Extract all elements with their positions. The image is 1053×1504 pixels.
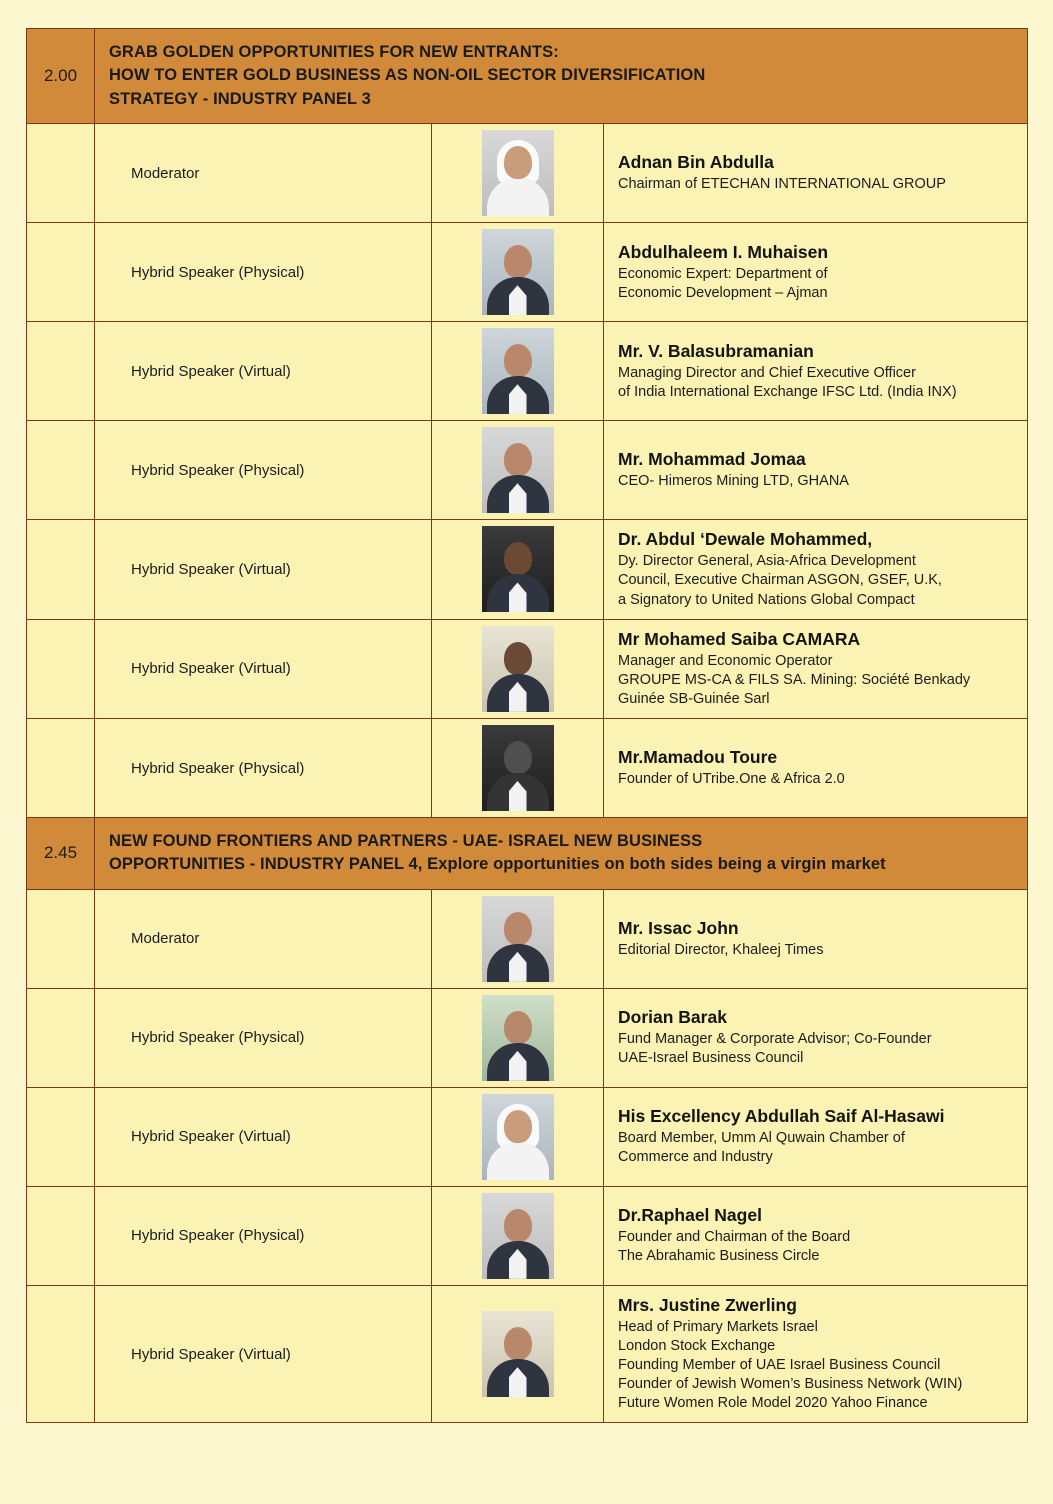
speaker-photo-cell: [432, 124, 604, 223]
speaker-info: [604, 719, 1028, 818]
speaker-name: Mr. V. Balasubramanian: [618, 340, 814, 361]
speaker-photo-cell: [432, 322, 604, 421]
speaker-title: [618, 1228, 1013, 1266]
speaker-role: Hybrid Speaker (Virtual): [95, 619, 432, 718]
speaker-name: Abdulhaleem I. Muhaisen: [618, 241, 829, 262]
speaker-info: [604, 1087, 1028, 1186]
time-cell-empty: [27, 520, 95, 619]
speaker-info: [604, 421, 1028, 520]
speaker-role: Hybrid Speaker (Physical): [95, 223, 432, 322]
speaker-title: [618, 364, 1013, 402]
speaker-photo-cell: [432, 619, 604, 718]
speaker-photo-cell: [432, 223, 604, 322]
time-cell-empty: [27, 124, 95, 223]
speaker-info: [604, 1285, 1028, 1423]
speaker-name: Mr.Mamadou Toure: [618, 746, 778, 767]
section-title-line: GRAB GOLDEN OPPORTUNITIES FOR NEW ENTRANTS:: [109, 43, 559, 61]
time-cell-empty: [27, 1087, 95, 1186]
speaker-title-line: a Signatory to United Nations Global Compact: [618, 591, 915, 608]
portrait-abdul-dewale-mohammed: [482, 526, 554, 612]
speaker-name: Mr Mohamed Saiba CAMARA: [618, 628, 861, 649]
speaker-title-line: Founding Member of UAE Israel Business Council: [618, 1357, 941, 1374]
speaker-title: [618, 552, 1013, 609]
portrait-justine-zwerling: [482, 1311, 554, 1397]
portrait-mamadou-toure: [482, 725, 554, 811]
speaker-role: Hybrid Speaker (Physical): [95, 421, 432, 520]
time-cell-empty: [27, 421, 95, 520]
speaker-photo-cell: [432, 1186, 604, 1285]
speaker-title-line: The Abrahamic Business Circle: [618, 1248, 820, 1265]
speaker-title-line: Dy. Director General, Asia-Africa Development: [618, 553, 916, 570]
table-row: [27, 421, 1028, 520]
speaker-role: Moderator: [95, 889, 432, 988]
speaker-title: [618, 265, 1013, 303]
speaker-name: Dorian Barak: [618, 1007, 727, 1028]
portrait-mohammad-jomaa: [482, 427, 554, 513]
speaker-role: Hybrid Speaker (Virtual): [95, 322, 432, 421]
speaker-title: [618, 175, 1013, 194]
speaker-info: [604, 322, 1028, 421]
time-cell-empty: [27, 1186, 95, 1285]
portrait-dorian-barak: [482, 995, 554, 1081]
speaker-title-line: Chairman of ETECHAN INTERNATIONAL GROUP: [618, 176, 946, 193]
agenda-table: [26, 28, 1028, 1423]
speaker-role: Hybrid Speaker (Physical): [95, 988, 432, 1087]
portrait-abdullah-saif-al-hasawi: [482, 1094, 554, 1180]
table-row: [27, 988, 1028, 1087]
table-row: [27, 719, 1028, 818]
speaker-role: Hybrid Speaker (Physical): [95, 719, 432, 818]
speaker-title: [618, 770, 1013, 789]
speaker-title-line: Board Member, Umm Al Quwain Chamber of: [618, 1130, 905, 1147]
time-cell-empty: [27, 889, 95, 988]
table-row: [27, 889, 1028, 988]
table-row: [27, 124, 1028, 223]
speaker-photo-cell: [432, 1285, 604, 1423]
section-header-row: [27, 29, 1028, 124]
table-row: [27, 1285, 1028, 1423]
section-title-line: NEW FOUND FRONTIERS AND PARTNERS - UAE- ISRAEL NEW BUSINESS: [109, 832, 703, 851]
speaker-title: [618, 1318, 1013, 1414]
speaker-photo-cell: [432, 719, 604, 818]
speaker-title-line: UAE-Israel Business Council: [618, 1050, 804, 1067]
time-cell-empty: [27, 619, 95, 718]
time-cell-empty: [27, 988, 95, 1087]
speaker-info: [604, 124, 1028, 223]
speaker-title-line: Founder of UTribe.One & Africa 2.0: [618, 770, 845, 787]
speaker-title-line: Guinée SB-Guinée Sarl: [618, 690, 770, 707]
speaker-title: [618, 1030, 1013, 1068]
speaker-info: [604, 988, 1028, 1087]
speaker-role: Hybrid Speaker (Virtual): [95, 520, 432, 619]
speaker-title: [618, 652, 1013, 709]
speaker-title-line: Economic Development – Ajman: [618, 284, 828, 301]
speaker-title: [618, 1129, 1013, 1167]
speaker-info: [604, 1186, 1028, 1285]
speaker-title-line: Commerce and Industry: [618, 1149, 773, 1166]
portrait-raphael-nagel: [482, 1193, 554, 1279]
table-row: [27, 223, 1028, 322]
speaker-name: Mrs. Justine Zwerling: [618, 1294, 797, 1315]
section-header-row: [27, 818, 1028, 890]
speaker-role: Hybrid Speaker (Virtual): [95, 1087, 432, 1186]
speaker-name: Mr. Issac John: [618, 917, 739, 938]
time-cell-empty: [27, 223, 95, 322]
speaker-name: Mr. Mohammad Jomaa: [618, 449, 806, 470]
speaker-name: His Excellency Abdullah Saif Al-Hasawi: [618, 1106, 945, 1127]
time-cell-empty: [27, 719, 95, 818]
table-row: [27, 520, 1028, 619]
section-title-line: OPPORTUNITIES - INDUSTRY PANEL 4, Explore opportunities on both sides being a virgin market: [109, 855, 886, 874]
speaker-title-line: Council, Executive Chairman ASGON, GSEF, U.K,: [618, 572, 942, 589]
table-row: [27, 322, 1028, 421]
speaker-title-line: London Stock Exchange: [618, 1337, 776, 1354]
section-title-line: STRATEGY - INDUSTRY PANEL 3: [109, 89, 371, 108]
section-time: 2.00: [27, 29, 95, 124]
speaker-photo-cell: [432, 421, 604, 520]
speaker-info: [604, 889, 1028, 988]
speaker-info: [604, 223, 1028, 322]
portrait-issac-john: [482, 896, 554, 982]
portrait-mohamed-saiba-camara: [482, 626, 554, 712]
speaker-name: Dr.Raphael Nagel: [618, 1205, 762, 1226]
portrait-abdulhaleem-muhaisen: [482, 229, 554, 315]
speaker-photo-cell: [432, 520, 604, 619]
time-cell-empty: [27, 322, 95, 421]
speaker-info: [604, 520, 1028, 619]
speaker-title-line: Head of Primary Markets Israel: [618, 1318, 818, 1335]
speaker-photo-cell: [432, 1087, 604, 1186]
portrait-adnan-bin-abdulla: [482, 130, 554, 216]
speaker-title-line: of India International Exchange IFSC Ltd. (India INX): [618, 383, 957, 400]
table-row: [27, 1087, 1028, 1186]
speaker-photo-cell: [432, 988, 604, 1087]
speaker-role: Hybrid Speaker (Virtual): [95, 1285, 432, 1423]
speaker-title-line: Managing Director and Chief Executive Officer: [618, 364, 916, 381]
table-row: [27, 619, 1028, 718]
speaker-name: Adnan Bin Abdulla: [618, 152, 774, 173]
speaker-title-line: CEO- Himeros Mining LTD, GHANA: [618, 473, 849, 490]
speaker-title-line: Economic Expert: Department of: [618, 265, 828, 282]
table-row: [27, 1186, 1028, 1285]
portrait-v-balasubramanian: [482, 328, 554, 414]
speaker-title-line: Future Women Role Model 2020 Yahoo Finance: [618, 1395, 928, 1412]
section-title: [95, 29, 1028, 124]
speaker-role: Hybrid Speaker (Physical): [95, 1186, 432, 1285]
speaker-info: [604, 619, 1028, 718]
speaker-photo-cell: [432, 889, 604, 988]
speaker-title: [618, 941, 1013, 960]
speaker-title-line: Founder and Chairman of the Board: [618, 1229, 851, 1246]
speaker-title-line: Manager and Economic Operator: [618, 652, 833, 669]
section-title-line: HOW TO ENTER GOLD BUSINESS AS NON-OIL SECTOR DIVERSIFICATION: [109, 66, 706, 85]
speaker-title: [618, 472, 1013, 491]
speaker-title-line: GROUPE MS-CA & FILS SA. Mining: Société Benkady: [618, 671, 971, 688]
section-time: 2.45: [27, 818, 95, 890]
time-cell-empty: [27, 1285, 95, 1423]
agenda-body: [27, 29, 1028, 1423]
speaker-name: Dr. Abdul ‘Dewale Mohammed,: [618, 529, 873, 550]
speaker-title-line: Fund Manager & Corporate Advisor; Co-Founder: [618, 1031, 932, 1048]
section-title: [95, 818, 1028, 890]
speaker-title-line: Editorial Director, Khaleej Times: [618, 941, 824, 958]
speaker-title-line: Founder of Jewish Women’s Business Network (WIN): [618, 1376, 963, 1393]
speaker-role: Moderator: [95, 124, 432, 223]
